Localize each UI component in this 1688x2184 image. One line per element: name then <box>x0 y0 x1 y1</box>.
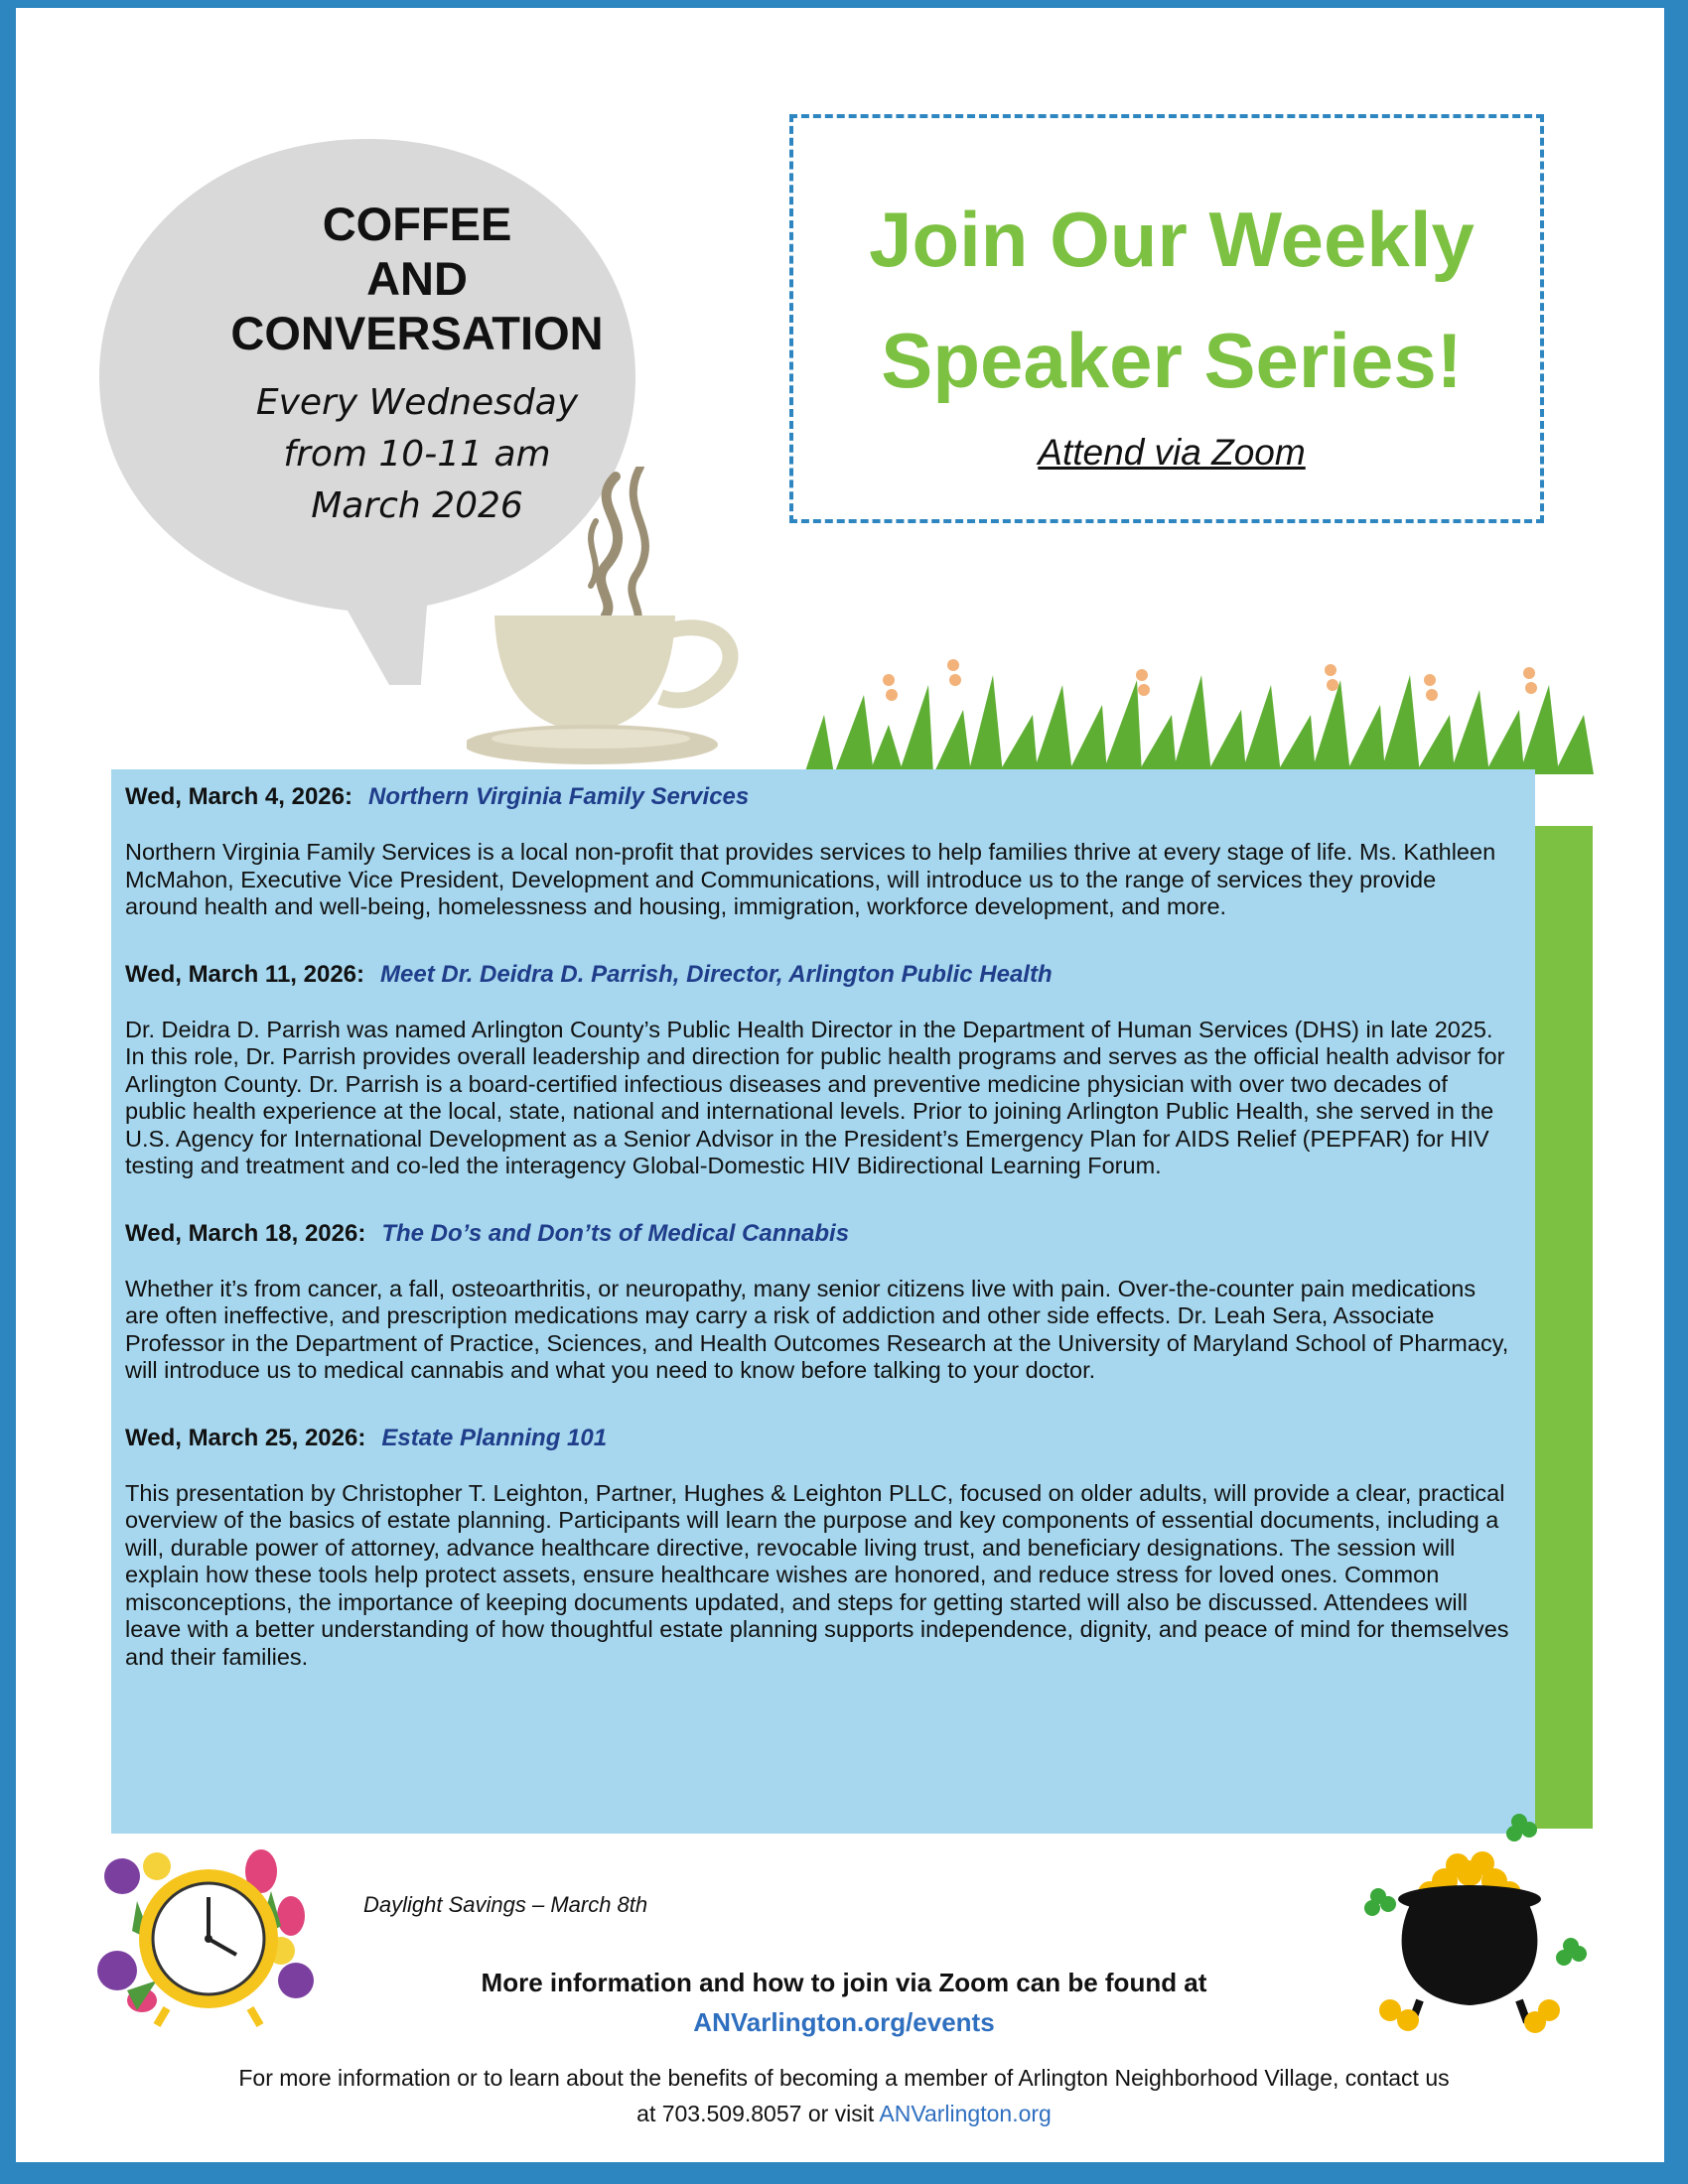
event-date: Wed, March 18, 2026: <box>125 1219 366 1247</box>
footer-line-2 <box>149 2096 1539 2131</box>
alarm-clock-icon <box>97 1832 326 2030</box>
coffee-conversation-title: COFFEE AND CONVERSATION <box>230 198 604 359</box>
event-item <box>125 959 1513 1180</box>
more-info-text: More information and how to join via Zoom can be found at <box>481 1968 1207 1997</box>
event-heading <box>125 1218 1513 1250</box>
event-item <box>125 1218 1513 1385</box>
events-link[interactable]: ANVarlington.org/events <box>693 2007 995 2037</box>
event-description: Dr. Deidra D. Parrish was named Arlington County’s Public Health Director in the Department of Human Services (DHS) in late 2025. In this role, Dr. Parrish provides overall leadership and direction for public health programs and serves as the official health advisor for Arlington County. Dr. Parrish is a board-certified infectious diseases and preventive medicine physician with over two decades of public health experience at the local, state, national and international levels. Prior to joining Arlington Public Health, she served in the U.S. Agency for International Development as a Senior Advisor in the President’s Emergency Plan for AIDS Relief (PEPFAR) for HIV testing and treatment and co-led the interagency Global-Domestic HIV Bidirectional Learning Forum. <box>125 1016 1505 1178</box>
page-border-right <box>1664 0 1688 2184</box>
page-border-bottom <box>0 2162 1688 2184</box>
event-date: Wed, March 25, 2026: <box>125 1424 366 1451</box>
footer-line-1: For more information or to learn about the benefits of becoming a member of Arlington Neighborhood Village, contact us <box>238 2065 1450 2091</box>
pot-of-gold-icon <box>1350 1802 1589 2040</box>
footer-phone-text: at 703.509.8057 or visit <box>636 2101 875 2126</box>
attend-via-zoom-link[interactable]: Attend via Zoom <box>1038 432 1306 473</box>
website-link[interactable]: ANVarlington.org <box>879 2101 1052 2126</box>
page-border-top <box>0 0 1688 8</box>
event-description: This presentation by Christopher T. Leighton, Partner, Hughes & Leighton PLLC, focused on older adults, will provide a clear, practical overview of the basics of estate planning. Participants will learn the purpose and key components of essential documents, including a will, durable power of attorney, advance healthcare directive, revocable living trust, and beneficiary designations. The session will explain how these tools help protect assets, ensure healthcare wishes are honored, and reduce stress for loved ones. Common misconceptions, the importance of keeping documents updated, and steps for getting started will also be discussed. Attendees will leave with a better understanding of how thoughtful estate planning supports independence, dignity, and peace of mind for themselves and their families. <box>125 1479 1509 1670</box>
daylight-savings-note: Daylight Savings – March 8th <box>363 1892 648 1917</box>
page-border-left <box>0 0 16 2184</box>
event-item <box>125 781 1513 921</box>
event-heading <box>125 959 1513 991</box>
event-heading <box>125 781 1513 813</box>
event-title: Northern Virginia Family Services <box>367 783 750 810</box>
event-date: Wed, March 4, 2026: <box>125 783 352 810</box>
event-date: Wed, March 11, 2026: <box>125 960 365 988</box>
event-title: The Do’s and Don’ts of Medical Cannabis <box>381 1219 850 1247</box>
grass-icon <box>794 655 1599 774</box>
event-title: Meet Dr. Deidra D. Parrish, Director, Arlington Public Health <box>380 960 1053 988</box>
event-description: Whether it’s from cancer, a fall, osteoarthritis, or neuropathy, many senior citizens live with pain. Over-the-counter pain medications are often ineffective, and prescription medications may carry a risk of addiction and other side effects. Dr. Leah Sera, Associate Professor in the Department of Practice, Sciences, and Health Outcomes Research at the University of Maryland School of Pharmacy, will introduce us to medical cannabis and what you need to know before talking to your doctor. <box>125 1275 1509 1383</box>
event-heading <box>125 1423 1513 1454</box>
coffee-cup-icon <box>467 467 784 774</box>
event-title: Estate Planning 101 <box>381 1424 608 1451</box>
schedule-text: Every Wednesday from 10-11 am March 2026 <box>255 382 579 526</box>
event-list-panel <box>111 769 1535 1834</box>
event-item <box>125 1423 1513 1672</box>
event-description: Northern Virginia Family Services is a local non-profit that provides services to help families thrive at every stage of life. Ms. Kathleen McMahon, Executive Vice President, Development and Communications, will introduce us to the range of services they provide around health and well-being, homelessness and housing, immigration, workforce development, and more. <box>125 839 1496 919</box>
speaker-series-headline: Join Our Weekly Speaker Series! <box>869 196 1475 404</box>
footer-contact <box>149 2060 1539 2131</box>
